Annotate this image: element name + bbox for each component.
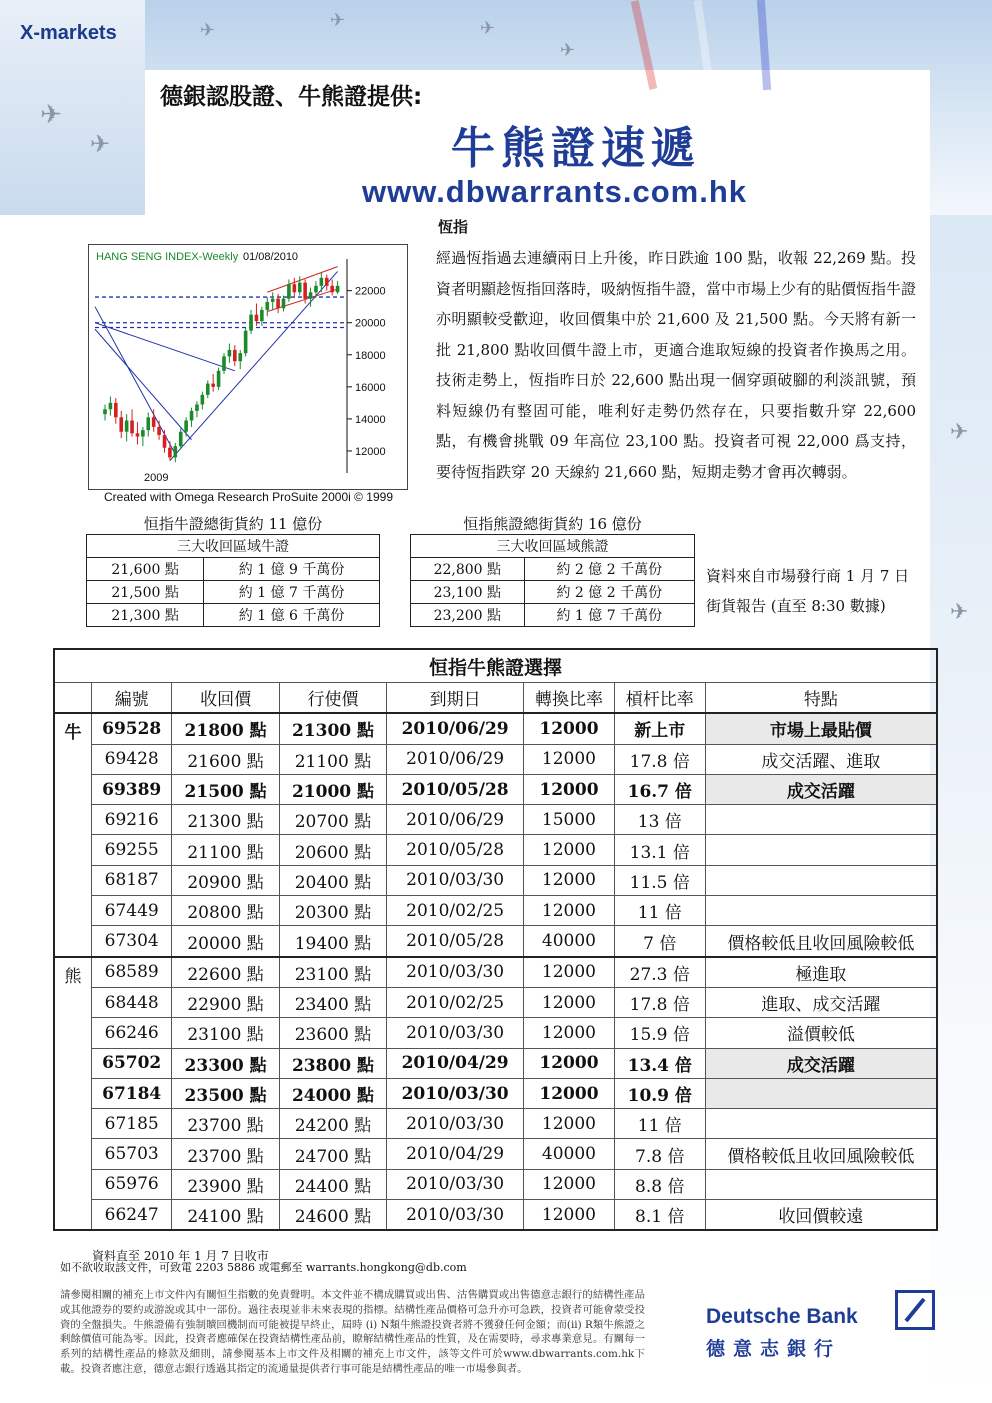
expiry-cell: 2010/06/29 (387, 713, 524, 744)
trend-line (95, 307, 175, 454)
bull-total-outstanding: 恒指牛證總街貨約 11 億份 (143, 515, 323, 533)
lev-cell: 17.8 倍 (614, 744, 705, 774)
bear-callback-qty: 約 2 億 2 千萬份 (524, 581, 694, 604)
candle-body (255, 315, 259, 321)
candle-body (190, 411, 194, 421)
candle-body (298, 283, 302, 293)
call-cell: 23900 點 (172, 1169, 279, 1199)
candle-body (287, 284, 291, 298)
col-header: 轉換比率 (524, 683, 615, 714)
ratio-cell: 12000 (524, 1200, 615, 1231)
ratio-cell: 12000 (524, 713, 615, 744)
table-row (54, 1139, 937, 1169)
y-tick-label: 20000 (355, 317, 386, 330)
code-cell: 65703 (92, 1139, 172, 1169)
lev-cell: 17.8 倍 (614, 987, 705, 1017)
candle-body (211, 384, 215, 387)
feat-cell: 成交活躍 (705, 1048, 937, 1078)
candle-body (157, 427, 161, 435)
table-row (54, 744, 937, 774)
expiry-cell: 2010/03/30 (387, 1078, 524, 1108)
candle-body (309, 292, 313, 298)
lev-cell: 7.8 倍 (614, 1139, 705, 1169)
candle-body (276, 299, 280, 309)
expiry-cell: 2010/03/30 (387, 1169, 524, 1199)
ratio-cell: 12000 (524, 835, 615, 865)
table-row (54, 1048, 937, 1078)
expiry-cell: 2010/05/28 (387, 835, 524, 865)
bear-callback-level: 23,100 點 (411, 581, 525, 604)
source-note-line: 資料來自市場發行商 1 月 7 日 (706, 567, 910, 585)
bear-callback-qty: 約 1 億 7 千萬份 (524, 604, 694, 627)
candle-body (130, 421, 134, 434)
feat-cell: 進取、成交活躍 (705, 987, 937, 1017)
candle-body (163, 435, 167, 448)
expiry-cell: 2010/03/30 (387, 1109, 524, 1139)
candle-body (271, 299, 275, 302)
deutsche-bank-chinese-name: 德意志銀行 (706, 1338, 842, 1360)
candle-body (206, 384, 210, 395)
expiry-cell: 2010/03/30 (387, 1018, 524, 1048)
lev-cell: 13.4 倍 (614, 1048, 705, 1078)
table-row (54, 896, 937, 926)
bull-callback-level: 21,500 點 (87, 581, 204, 604)
lev-cell: 11 倍 (614, 1109, 705, 1139)
jet-icon: ✈ (40, 100, 62, 130)
feat-cell: 價格較低且收回風險較低 (705, 926, 937, 957)
ratio-cell: 40000 (524, 1139, 615, 1169)
col-header: 槓杆比率 (614, 683, 705, 714)
table-row (54, 987, 937, 1017)
disclaimer: 請參閱相關的補充上市文件內有關恒生指數的免責聲明。本文件並不構成購買或出售、沽售購買或出售德意志銀行的結構性產品或其他證券的要約或游說或其中一部份。過往表現並非未來表現的指標。結構性產品價格可急升亦可急跌，投資者可能會蒙受投資的全盤損失。牛熊證備有強制贖回機制而可能被提早終止，屆時 (i) N類牛熊證投資者將不獲發任何金額；而(ii) R類牛熊證之剩餘價值可能為零。因此，投資者應確保在投資結構性產品前，瞭解結構性產品的性質，及在需要時，尋求專業意見。有關每一系列的結構性產品的條款及細則，請參閱基本上市文件及相關的補充上市文件，該等文件可於www.dbwarrants.com.hk下載。投資者應注意，德意志銀行透過其指定的流通量提供者行事可能是結構性產品的唯一市場參與者。 (60, 1289, 645, 1375)
feat-cell: 成交活躍 (705, 774, 937, 804)
ratio-cell: 15000 (524, 805, 615, 835)
code-cell: 69389 (92, 774, 172, 804)
expiry-cell: 2010/03/30 (387, 1200, 524, 1231)
candle-body (282, 299, 286, 309)
jet-icon: ✈ (330, 10, 346, 31)
bull-callback-header: 三大收回區域牛證 (87, 535, 380, 558)
table-row (54, 1200, 937, 1231)
strike-cell: 20300 點 (279, 896, 386, 926)
candle-body (152, 417, 156, 427)
feat-cell (705, 865, 937, 895)
strike-cell: 20600 點 (279, 835, 386, 865)
page-title: 牛熊證速遞 (451, 123, 701, 174)
bear-total-outstanding: 恒指熊證總街貨約 16 億份 (463, 515, 642, 533)
strike-cell: 24000 點 (279, 1078, 386, 1108)
candle-body (119, 417, 123, 431)
strike-cell: 24600 點 (279, 1200, 386, 1231)
website-link[interactable]: www.dbwarrants.com.hk (362, 174, 748, 209)
call-cell: 20000 點 (172, 926, 279, 957)
candle-body (260, 310, 264, 321)
call-cell: 20800 點 (172, 896, 279, 926)
candle-body (293, 284, 297, 292)
strike-cell: 23800 點 (279, 1048, 386, 1078)
chart-date: 01/08/2010 (243, 251, 299, 263)
ratio-cell: 12000 (524, 957, 615, 988)
expiry-cell: 2010/03/30 (387, 957, 524, 988)
strike-cell: 23100 點 (279, 957, 386, 988)
bull-callback-qty: 約 1 億 7 千萬份 (204, 581, 380, 604)
strike-cell: 20700 點 (279, 805, 386, 835)
jet-icon: ✈ (950, 600, 969, 625)
ratio-cell: 12000 (524, 1048, 615, 1078)
y-tick-label: 16000 (355, 381, 386, 394)
feat-cell: 成交活躍、進取 (705, 744, 937, 774)
candle-body (249, 315, 253, 331)
table-row (54, 1169, 937, 1199)
expiry-cell: 2010/06/29 (387, 744, 524, 774)
code-cell: 67304 (92, 926, 172, 957)
strike-cell: 19400 點 (279, 926, 386, 957)
unsubscribe-contact: 如不欲收取該文件，可致電 2203 5886 或電郵至 warrants.hongkong@db.com (60, 1261, 467, 1274)
code-cell: 66246 (92, 1018, 172, 1048)
candle-body (103, 409, 107, 414)
feat-cell: 極進取 (705, 957, 937, 988)
lev-cell: 16.7 倍 (614, 774, 705, 804)
strike-cell: 21300 點 (279, 713, 386, 744)
candle-body (336, 286, 340, 292)
jet-icon: ✈ (480, 18, 496, 39)
code-cell: 69216 (92, 805, 172, 835)
bull-callback-qty: 約 1 億 9 千萬份 (204, 558, 380, 581)
call-cell: 21300 點 (172, 805, 279, 835)
code-cell: 65976 (92, 1169, 172, 1199)
expiry-cell: 2010/03/30 (387, 865, 524, 895)
lev-cell: 11 倍 (614, 896, 705, 926)
expiry-cell: 2010/02/25 (387, 987, 524, 1017)
y-tick-label: 12000 (355, 445, 386, 458)
lev-cell: 27.3 倍 (614, 957, 705, 988)
table-row (54, 865, 937, 895)
ratio-cell: 12000 (524, 1018, 615, 1048)
market-commentary: 經過恆指過去連續兩日上升後，昨日跌逾 100 點，收報 22,269 點。投資者明顯趁恆指回落時，吸納恆指牛證，當中市場上少有的貼價恆指牛證亦明顯較受歡迎，收回價集中於 21,600 及 21,500 點。今天將有新一批 21,800 點收回價牛證上市，更適合進取短線的投資者作換馬之用。技術走勢上，恆指昨日於 22,600 點出現一個穿頭破腳的利淡訊號，預料短線仍有整固可能，唯利好走勢仍然存在，只要指數升穿 22,600 點，有機會挑戰 09 年高位 23,100 點。投資者可視 22,000 爲支持，要待恆指跌穿 20 天線約 21,660 點，短期走勢才會再次轉弱。 (436, 249, 917, 481)
candle-body (244, 331, 248, 353)
candle-body (222, 356, 226, 370)
call-cell: 22600 點 (172, 957, 279, 988)
candle-body (141, 430, 145, 436)
call-cell: 21800 點 (172, 713, 279, 744)
lev-cell: 8.1 倍 (614, 1200, 705, 1231)
expiry-cell: 2010/05/28 (387, 926, 524, 957)
feat-cell: 價格較低且收回風險較低 (705, 1139, 937, 1169)
ratio-cell: 12000 (524, 987, 615, 1017)
candle-body (320, 278, 324, 286)
candle-body (195, 404, 199, 410)
candle-body (125, 421, 129, 432)
lev-cell: 8.8 倍 (614, 1169, 705, 1199)
bull-callback-level: 21,300 點 (87, 604, 204, 627)
call-cell: 24100 點 (172, 1200, 279, 1231)
feat-cell (705, 1169, 937, 1199)
bear-callback-header: 三大收回區域熊證 (411, 535, 695, 558)
trend-line (95, 329, 192, 440)
lev-cell: 10.9 倍 (614, 1078, 705, 1108)
bull-callback-level: 21,600 點 (87, 558, 204, 581)
feat-cell (705, 805, 937, 835)
hsi-weekly-chart (88, 244, 408, 506)
source-note (706, 561, 909, 621)
call-cell: 20900 點 (172, 865, 279, 895)
expiry-cell: 2010/06/29 (387, 805, 524, 835)
lev-cell: 7 倍 (614, 926, 705, 957)
ratio-cell: 12000 (524, 774, 615, 804)
feat-cell: 溢價較低 (705, 1018, 937, 1048)
feat-cell: 收回價較遠 (705, 1200, 937, 1231)
candle-body (265, 302, 269, 310)
lev-cell: 新上市 (614, 713, 705, 744)
candle-body (168, 448, 172, 458)
jet-icon: ✈ (950, 420, 969, 445)
col-header: 收回價 (172, 683, 279, 714)
candle-body (201, 395, 205, 405)
candle-body (174, 446, 178, 457)
code-cell: 69528 (92, 713, 172, 744)
trend-line (95, 323, 235, 371)
deutsche-bank-logo (895, 1290, 935, 1330)
col-blank (54, 683, 92, 714)
feat-cell (705, 1078, 937, 1108)
strike-cell: 24400 點 (279, 1169, 386, 1199)
jet-icon: ✈ (90, 130, 111, 158)
call-cell: 21500 點 (172, 774, 279, 804)
bear-callback-level: 22,800 點 (411, 558, 525, 581)
x-markets-logo: X-markets (20, 22, 117, 44)
strike-cell: 21000 點 (279, 774, 386, 804)
code-cell: 67449 (92, 896, 172, 926)
feat-cell: 市場上最貼價 (705, 713, 937, 744)
bear-callback-level: 23,200 點 (411, 604, 525, 627)
y-tick-label: 14000 (355, 413, 386, 426)
feat-cell (705, 835, 937, 865)
strike-cell: 24700 點 (279, 1139, 386, 1169)
col-header: 到期日 (387, 683, 524, 714)
ratio-cell: 12000 (524, 1109, 615, 1139)
expiry-cell: 2010/05/28 (387, 774, 524, 804)
candle-body (330, 286, 334, 292)
candle-body (217, 371, 221, 387)
trend-line (170, 271, 338, 460)
strike-cell: 23600 點 (279, 1018, 386, 1048)
candle-body (314, 286, 318, 292)
cbbc-selection-table (53, 648, 938, 1231)
call-cell: 23700 點 (172, 1139, 279, 1169)
code-cell: 67185 (92, 1109, 172, 1139)
call-cell: 23500 點 (172, 1078, 279, 1108)
col-header: 特點 (705, 683, 937, 714)
feat-cell (705, 896, 937, 926)
candle-body (303, 283, 307, 299)
table-row (54, 926, 937, 957)
expiry-cell: 2010/04/29 (387, 1139, 524, 1169)
expiry-cell: 2010/02/25 (387, 896, 524, 926)
deutsche-bank-name: Deutsche Bank (706, 1305, 858, 1328)
feat-cell (705, 1109, 937, 1139)
bull-callback-table (86, 534, 380, 627)
col-header: 行使價 (279, 683, 386, 714)
ratio-cell: 12000 (524, 744, 615, 774)
call-cell: 23100 點 (172, 1018, 279, 1048)
candle-body (184, 421, 188, 432)
table-row (54, 1109, 937, 1139)
y-tick-label: 22000 (355, 285, 386, 298)
code-cell: 68448 (92, 987, 172, 1017)
chart-credit: Created with Omega Research ProSuite 2000i © 1999 (104, 490, 394, 504)
chart-svg (89, 245, 407, 489)
sky-side-strip (930, 215, 992, 1403)
y-tick-label: 18000 (355, 349, 386, 362)
table-row (54, 713, 937, 744)
code-cell: 67184 (92, 1078, 172, 1108)
candle-body (325, 278, 329, 286)
candle-body (114, 403, 118, 417)
candle-body (233, 350, 237, 361)
candle-body (228, 350, 232, 356)
table-row (54, 805, 937, 835)
commentary-heading: 恆指 (438, 218, 469, 236)
deutsche-bank-slash-icon (898, 1293, 932, 1327)
bull-callback-qty: 約 1 億 6 千萬份 (204, 604, 380, 627)
call-cell: 21600 點 (172, 744, 279, 774)
table-row (54, 774, 937, 804)
col-header: 編號 (92, 683, 172, 714)
chart-frame (88, 244, 408, 490)
candle-body (238, 353, 242, 361)
ratio-cell: 12000 (524, 865, 615, 895)
code-cell: 68589 (92, 957, 172, 988)
call-cell: 23700 點 (172, 1109, 279, 1139)
ratio-cell: 12000 (524, 1169, 615, 1199)
bear_rows-group-label: 熊 (54, 957, 92, 1231)
provider-heading: 德銀認股證、牛熊證提供: (160, 84, 423, 110)
jet-icon: ✈ (200, 20, 216, 41)
call-cell: 23300 點 (172, 1048, 279, 1078)
chart-x-tick: 2009 (144, 472, 169, 484)
call-cell: 22900 點 (172, 987, 279, 1017)
lev-cell: 13.1 倍 (614, 835, 705, 865)
table-caption: 恒指牛熊證選擇 (54, 649, 937, 683)
data-as-of-note: 資料直至 2010 年 1 月 7 日收市 (92, 1249, 269, 1263)
expiry-cell: 2010/04/29 (387, 1048, 524, 1078)
code-cell: 69255 (92, 835, 172, 865)
lev-cell: 13 倍 (614, 805, 705, 835)
jet-icon: ✈ (560, 40, 576, 61)
strike-cell: 23400 點 (279, 987, 386, 1017)
candle-body (179, 432, 183, 446)
strike-cell: 21100 點 (279, 744, 386, 774)
source-note-line: 街貨報告 (直至 8:30 數據) (706, 597, 886, 615)
bull_rows-group-label: 牛 (54, 713, 92, 956)
ratio-cell: 12000 (524, 1078, 615, 1108)
bear-callback-qty: 約 2 億 2 千萬份 (524, 558, 694, 581)
candle-body (146, 417, 150, 430)
code-cell: 66247 (92, 1200, 172, 1231)
call-cell: 21100 點 (172, 835, 279, 865)
ratio-cell: 12000 (524, 896, 615, 926)
strike-cell: 24200 點 (279, 1109, 386, 1139)
table-row (54, 1018, 937, 1048)
table-row (54, 957, 937, 988)
table-row (54, 1078, 937, 1108)
strike-cell: 20400 點 (279, 865, 386, 895)
ratio-cell: 40000 (524, 926, 615, 957)
code-cell: 68187 (92, 865, 172, 895)
code-cell: 69428 (92, 744, 172, 774)
table-row (54, 835, 937, 865)
chart-title: HANG SENG INDEX-Weekly (96, 251, 239, 263)
bear-callback-table (410, 534, 695, 627)
lev-cell: 11.5 倍 (614, 865, 705, 895)
code-cell: 65702 (92, 1048, 172, 1078)
candle-body (109, 403, 113, 409)
lev-cell: 15.9 倍 (614, 1018, 705, 1048)
candle-body (136, 433, 140, 436)
